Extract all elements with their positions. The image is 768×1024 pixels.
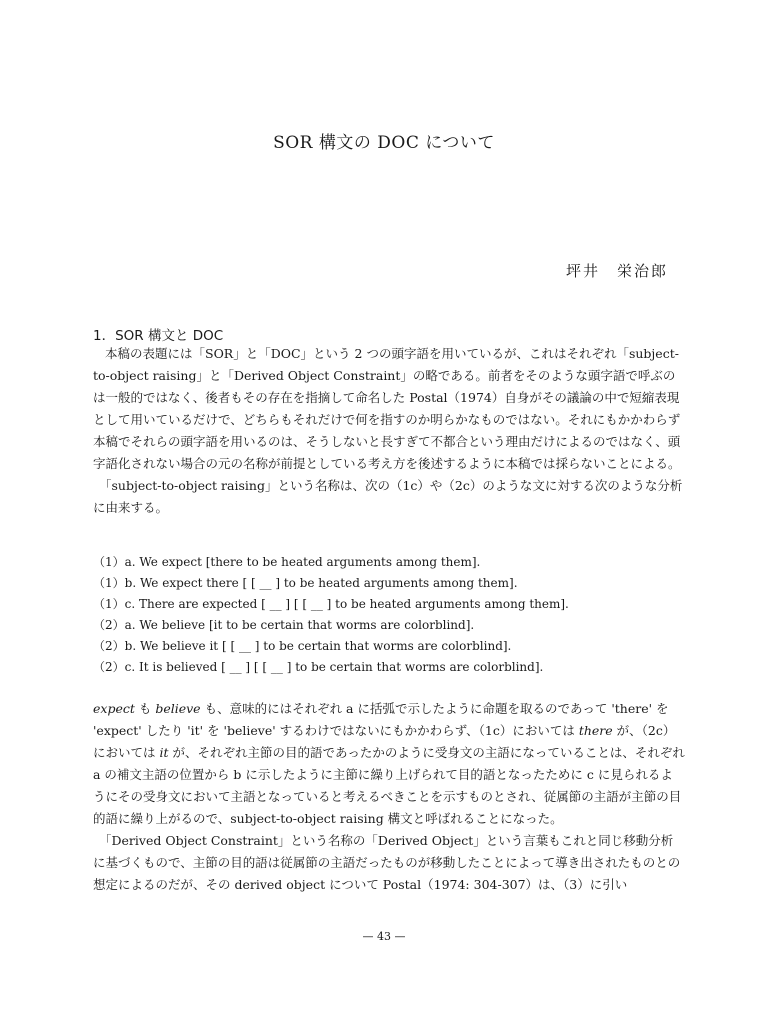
example-list [93,552,569,678]
intro-section [93,343,685,519]
term-believe: believe [155,701,201,716]
section-heading: 1．SOR 構文と DOC [93,328,224,344]
example-1b: （1）b. We expect there [ [ __ ] to be heated arguments among them]. [93,576,518,590]
discussion-paragraph-1: expect も believe も、意味的にはそれぞれ a に括弧で示したように命題を取るのであって 'there' を 'expect' したり 'it' を 'believe' するわけではないにもかかわらず、（1c）においては there が、（2c）においては it が、それぞれ主節の目的語であったかのように受身文の主語になっていることは、それぞれ a の補文主語の位置から b に示したように主節に繰り上げられて目的語となったために c に見られるようにその受身文において主語となっていると考えるべきことを示すものとされ、従属節の主語が主節の目的語に繰り上がるので、subject-to-object raising 構文と呼ばれることになった。 [93,701,685,826]
intro-paragraph-1: 本稿の表題には「SOR」と「DOC」という 2 つの頭字語を用いているが、これはそれぞれ「subject-to-object raising」と「Derived Object Constraint」の略である。前者をそのような頭字語で呼ぶのは一般的ではなく、後者もその存在を指摘して命名した Postal（1974）自身がその議論の中で短縮表現として用いているだけで、どちらもそれだけで何を指すのか明らかなものではない。それにもかかわらず本稿でそれらの頭字語を用いるのは、そうしないと長すぎて不都合という理由だけによるのではなく、頭字語化されない場合の元の名称が前提としている考え方を後述するように本稿では採らないことによる。 [93,346,681,471]
author-name: 坪井 栄治郎 [565,262,668,280]
term-expect: expect [93,701,135,716]
example-2c: （2）c. It is believed [ __ ] [ [ __ ] to be certain that worms are colorblind]. [93,660,544,674]
page-number: — 43 — [362,930,406,943]
intro-paragraph-2: 「subject-to-object raising」という名称は、次の（1c）や（2c）のような文に対する次のような分析に由来する。 [93,478,683,515]
discussion-section [93,698,685,896]
example-2b: （2）b. We believe it [ [ __ ] to be certain that worms are colorblind]. [93,639,512,653]
page-title: SOR 構文の DOC について [273,133,495,153]
term-there: there [578,723,613,738]
term-it: it [159,745,169,760]
example-2a: （2）a. We believe [it to be certain that worms are colorblind]. [93,618,475,632]
example-1a: （1）a. We expect [there to be heated arguments among them]. [93,555,481,569]
example-1c: （1）c. There are expected [ __ ] [ [ __ ] to be heated arguments among them]. [93,597,569,611]
discussion-paragraph-2: 「Derived Object Constraint」という名称の「Derived Object」という言葉もこれと同じ移動分析に基づくもので、主節の目的語は従属節の主語だったものが移動したことによって導き出されたものとの想定によるのだが、その derived object について Postal（1974: 304-307）は、（3）に引い [93,833,681,892]
